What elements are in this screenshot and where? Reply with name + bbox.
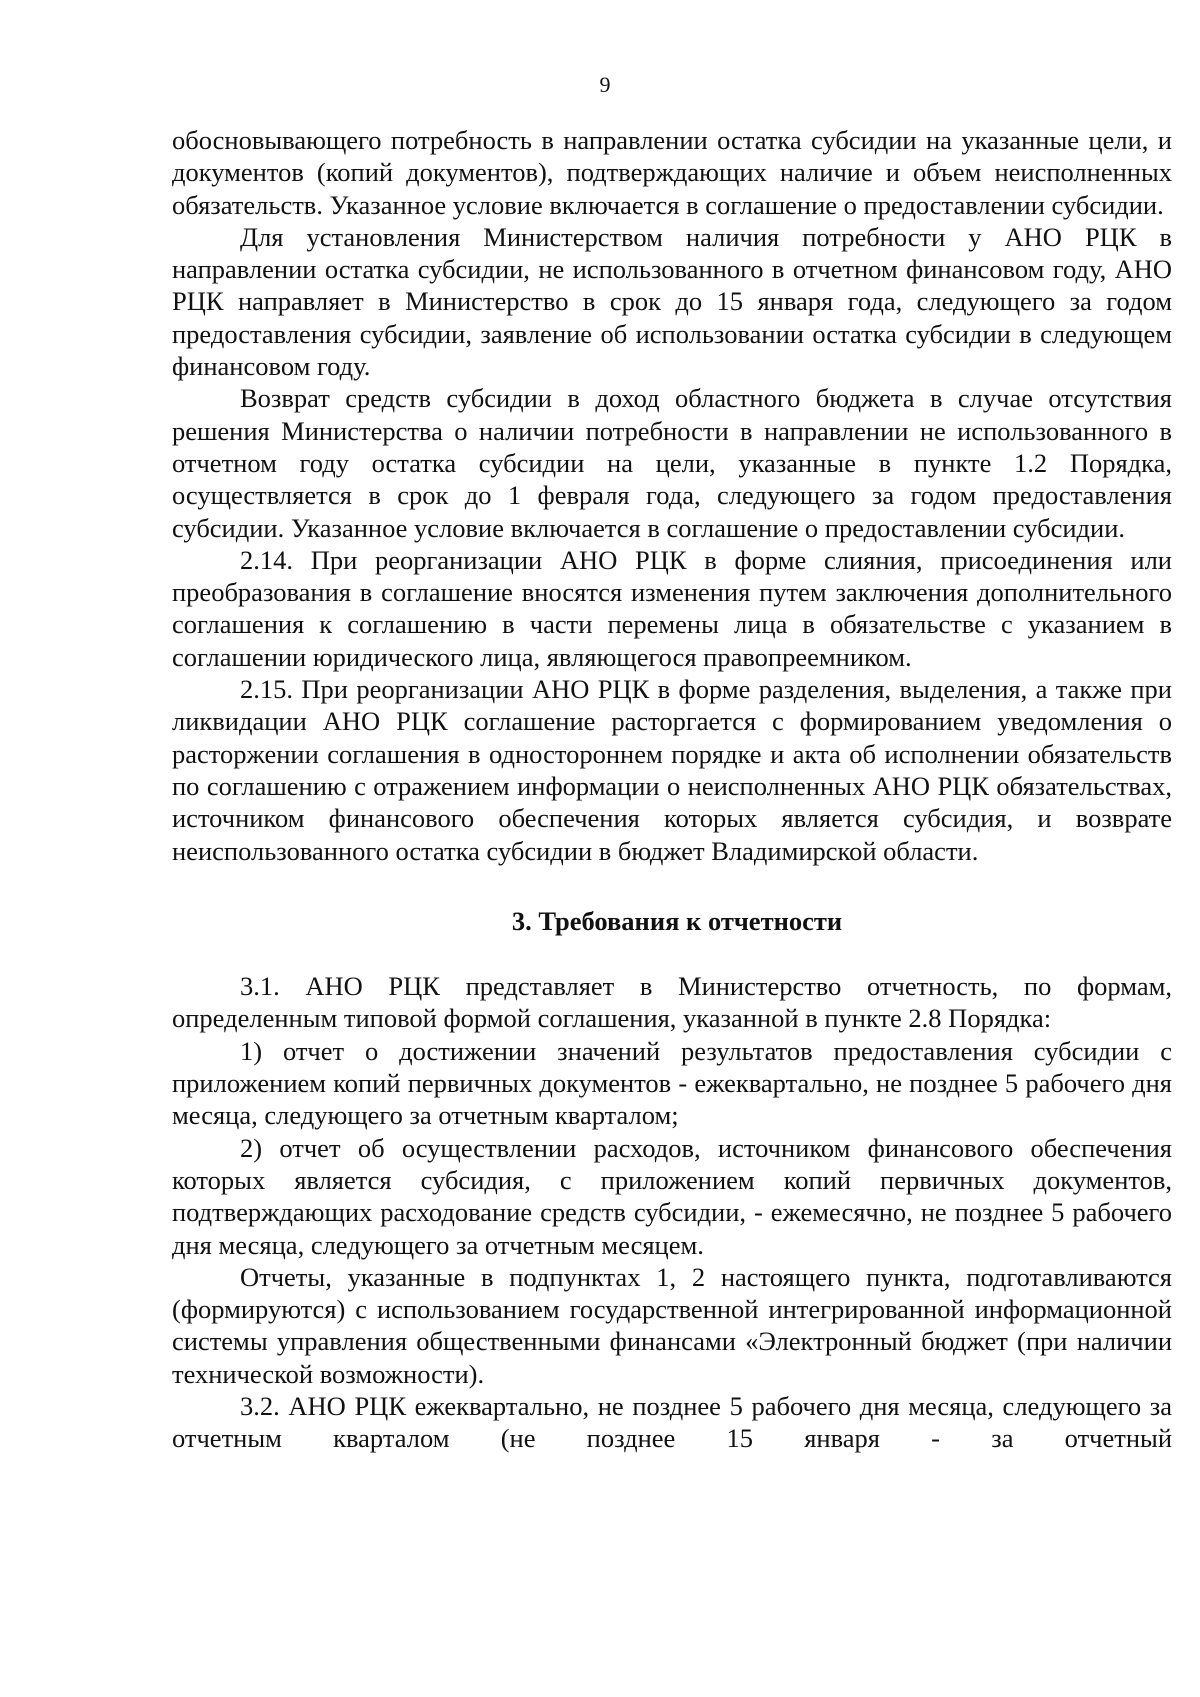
page-number: 9 [599,72,611,97]
document-body [172,124,1172,1455]
paragraph-3-2: 3.2. АНО РЦК ежеквартально, не позднее 5 рабочего дня месяца, следующего за отчетным кварталом (не позднее 15 января - за отчетный [172,1390,1172,1454]
paragraph-2-15: 2.15. При реорганизации АНО РЦК в форме разделения, выделения, а также при ликвидации АНО РЦК соглашение расторгается с формированием уведомления о расторжении соглашения в одностороннем порядке и акта об исполнении обязательств по соглашению с отражением информации о неисполненных АНО РЦК обязательствах, источником финансового обеспечения которых является субсидия, и возврате неиспользованного остатка субсидии в бюджет Владимирской области. [172,674,1172,866]
section-title-reporting: 3. Требования к отчетности [511,905,843,936]
paragraph-application-deadline: Для установления Министерством наличия потребности у АНО РЦК в направлении остатка субсидии, не использованного в отчетном финансовом году, АНО РЦК направляет в Министерство в срок до 15 января года, следующего за годом предоставления субсидии, заявление об использовании остатка субсидии в следующем финансовом году. [172,221,1172,382]
paragraph-3-1-item-2: 2) отчет об осуществлении расходов, источником финансового обеспечения которых является субсидия, с приложением копий первичных документов, подтверждающих расходование средств субсидии, - ежемесячно, не позднее 5 рабочего дня месяца, следующего за отчетным месяцем. [172,1132,1172,1260]
paragraph-2-14: 2.14. При реорганизации АНО РЦК в форме слияния, присоединения или преобразования в соглашение вносятся изменения путем заключения дополнительного соглашения к соглашению в части перемены лица в обязательстве с указанием в соглашении юридического лица, являющегося правопреемником. [172,544,1172,672]
paragraph-reports-system: Отчеты, указанные в подпунктах 1, 2 настоящего пункта, подготавливаются (формируются) с использованием государственной интегрированной информационной системы управления общественными финансами «Электронный бюджет (при наличии технической возможности). [172,1261,1172,1389]
paragraph-3-1-item-1: 1) отчет о достижении значений результатов предоставления субсидии с приложением копий первичных документов - ежеквартально, не позднее 5 рабочего дня месяца, следующего за отчетным кварталом; [172,1035,1172,1131]
paragraph-subsidy-return: Возврат средств субсидии в доход областного бюджета в случае отсутствия решения Министерства о наличии потребности в направлении не использованного в отчетном году остатка субсидии на цели, указанные в пункте 1.2 Порядка, осуществляется в срок до 1 февраля года, следующего за годом предоставления субсидии. Указанное условие включается в соглашение о предоставлении субсидии. [172,383,1172,543]
paragraph-3-1: 3.1. АНО РЦК представляет в Министерство отчетность, по формам, определенным типовой формой соглашения, указанной в пункте 2.8 Порядка: [172,971,1172,1034]
paragraph-continuation: обосновывающего потребность в направлении остатка субсидии на указанные цели, и документов (копий документов), подтверждающих наличие и объем неисполненных обязательств. Указанное условие включается в соглашение о предоставлении субсидии. [172,125,1172,220]
